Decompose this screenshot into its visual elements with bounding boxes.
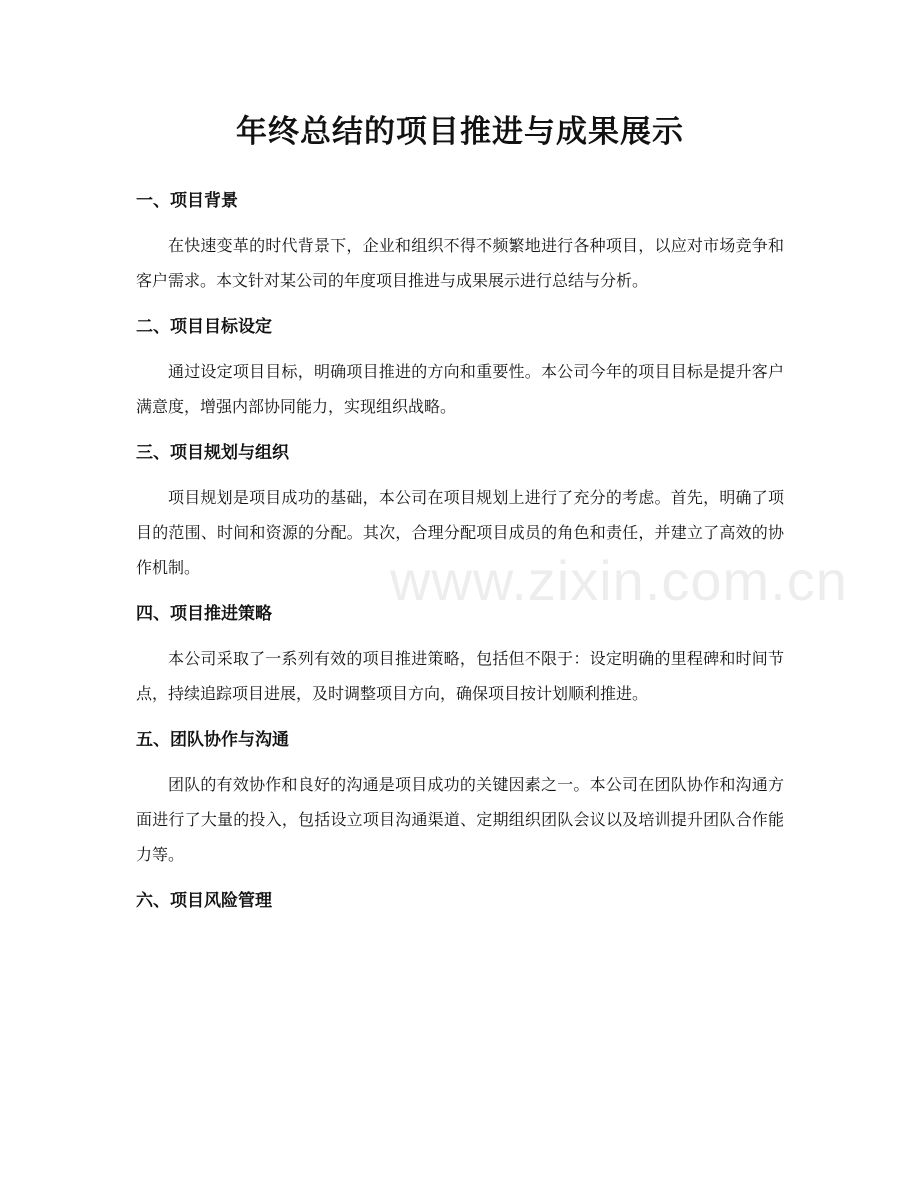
section-paragraph: 本公司采取了一系列有效的项目推进策略，包括但不限于：设定明确的里程碑和时间节点，持续追踪项目进展，及时调整项目方向，确保项目按计划顺利推进。 — [136, 649, 784, 703]
section-paragraph: 通过设定项目目标，明确项目推进的方向和重要性。本公司今年的项目目标是提升客户满意度，增强内部协同能力，实现组织战略。 — [136, 362, 784, 416]
section-heading: 一、项目背景 — [136, 191, 238, 211]
section-paragraph: 在快速变革的时代背景下，企业和组织不得不频繁地进行各种项目，以应对市场竞争和客户需求。本文针对某公司的年度项目推进与成果展示进行总结与分析。 — [136, 236, 784, 290]
section-team-collaboration — [136, 725, 784, 886]
section-advancement-strategy — [136, 599, 784, 725]
section-planning-organization — [136, 438, 784, 599]
section-paragraph: 团队的有效协作和良好的沟通是项目成功的关键因素之一。本公司在团队协作和沟通方面进行了大量的投入，包括设立项目沟通渠道、定期组织团队会议以及培训提升团队合作能力等。 — [136, 775, 784, 864]
section-heading: 六、项目风险管理 — [136, 891, 272, 911]
section-paragraph: 项目规划是项目成功的基础，本公司在项目规划上进行了充分的考虑。首先，明确了项目的范围、时间和资源的分配。其次，合理分配项目成员的角色和责任，并建立了高效的协作机制。 — [136, 488, 784, 577]
document-title: 年终总结的项目推进与成果展示 — [236, 114, 684, 150]
section-heading: 四、项目推进策略 — [136, 604, 272, 624]
document-content — [136, 186, 784, 916]
watermark: www.zixin.com.cn — [390, 549, 848, 612]
section-risk-management — [136, 886, 784, 916]
section-heading: 三、项目规划与组织 — [136, 443, 289, 463]
section-project-background — [136, 186, 784, 312]
section-heading: 二、项目目标设定 — [136, 317, 272, 337]
section-heading: 五、团队协作与沟通 — [136, 730, 289, 750]
section-goal-setting — [136, 312, 784, 438]
